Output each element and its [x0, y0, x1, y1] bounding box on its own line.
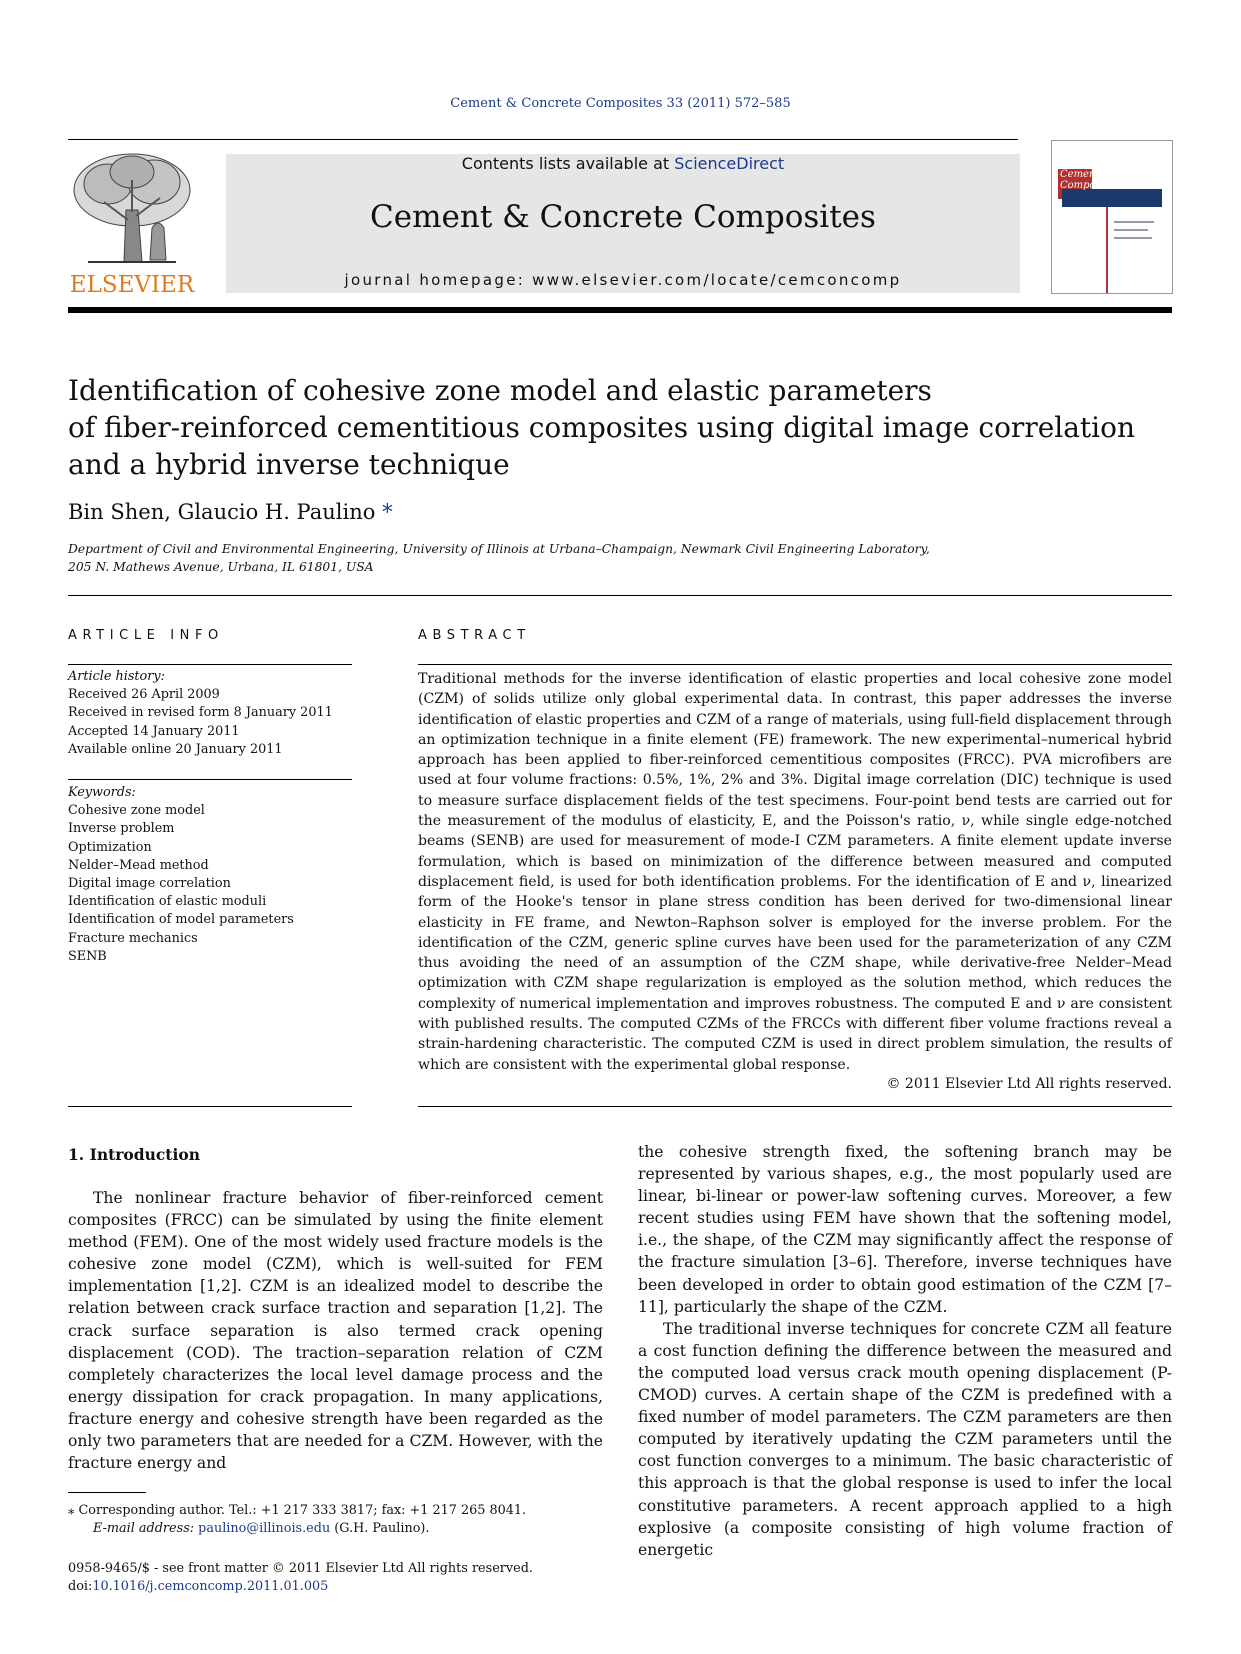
- doi-line: [68, 1578, 608, 1596]
- email-link[interactable]: paulino@illinois.edu: [198, 1521, 331, 1536]
- keyword-item: SENB: [68, 948, 107, 964]
- author-list: [68, 500, 393, 524]
- body-column-left: [68, 1187, 603, 1474]
- corresponding-author-note: ⁎ Corresponding author. Tel.: +1 217 333 3817; fax: +1 217 265 8041.: [68, 1503, 527, 1518]
- history-label: Article history:: [68, 669, 165, 684]
- header-rule: [68, 139, 1018, 140]
- abstract-text: Traditional methods for the inverse identification of elastic properties and local cohesive zone model (CZM) of solids utilize only global experimental data. In contrast, this paper addresses the inverse identification of elastic properties and CZM of a range of materials, using full-field displacement through an optimization technique in a finite element (FE) framework. The new experimental–numerical hybrid approach has been applied to fiber-reinforced cementitious composites (FRCC). PVA microfibers are used at four volume fractions: 0.5%, 1%, 2% and 3%. Digital image correlation (DIC) technique is used to measure surface displacement fields of the test specimens. Four-point bend tests are carried out for the measurement of the modulus of elasticity, E, and the Poisson's ratio, ν, while single edge-notched beams (SENB) are used for measurement of mode-I CZM parameters. A finite element update inverse formulation, which is based on minimization of the difference between measured and computed displacement field, is used for both identification problems. For the identification of E and ν, linearized form of the Hooke's tensor in plane stress condition has been derived for two-dimensional linear elasticity in FE frame, and Newton–Raphson solver is employed for the inverse problem. For the identification of the CZM, generic spline curves have been used for the parameterization of any CZM thus avoiding the need of an assumption of the CZM shape, while derivative-free Nelder–Mead optimization with CZM shape regularization is employed as the solution method, which reduces the complexity of numerical implementation and improves robustness. The computed E and ν are consistent with published results. The computed CZMs of the FRCCs with different fiber volume fractions reveal a strain-hardening characteristic. The computed CZM is used in direct problem simulation, the results of which are consistent with the experimental global response.: [418, 671, 1172, 1073]
- sciencedirect-link[interactable]: ScienceDirect: [674, 154, 785, 173]
- divider: [68, 1106, 352, 1107]
- cover-line: [1114, 221, 1154, 223]
- body-column-right: [638, 1141, 1172, 1561]
- history-item: Available online 20 January 2011: [68, 741, 283, 757]
- issn-line: 0958-9465/$ - see front matter © 2011 Elsevier Ltd All rights reserved.: [68, 1561, 533, 1576]
- title-line: Identification of cohesive zone model and elastic parameters: [68, 374, 932, 407]
- keyword-item: Cohesive zone model: [68, 803, 205, 819]
- body-paragraph: The nonlinear fracture behavior of fiber-reinforced cement composites (FRCC) can be simulated by using the finite element method (FEM). One of the most widely used fracture models is the cohesive zone model (CZM), which is well-suited for FEM implementation [1,2]. CZM is an idealized model to describe the relation between crack surface traction and separation [1,2]. The crack surface separation is also termed crack opening displacement (COD). The traction–separation relation of CZM completely characterizes the local level damage process and the energy dissipation for crack propagation. In many applications, fracture energy and cohesive strength have been regarded as the only two parameters that are needed for a CZM. However, with the fracture energy and: [68, 1189, 603, 1473]
- cover-line: [1114, 229, 1148, 231]
- header-thick-rule: [68, 307, 1172, 313]
- affiliation: [68, 540, 1168, 576]
- keywords-label: Keywords:: [68, 785, 136, 800]
- affiliation-line: Department of Civil and Environmental Engineering, University of Illinois at Urbana–Champaign, Newmark Civil Engineering Laboratory,: [68, 542, 930, 556]
- journal-title: Cement & Concrete Composites: [370, 199, 876, 235]
- elsevier-logo[interactable]: [68, 150, 196, 298]
- keyword-item: Fracture mechanics: [68, 930, 198, 946]
- section-heading: 1. Introduction: [68, 1145, 200, 1164]
- abstract-heading: ABSTRACT: [418, 628, 531, 643]
- email-label: E-mail address:: [93, 1521, 199, 1536]
- divider: [418, 1106, 1172, 1107]
- cover-title: Cement & Concrete Composites: [1060, 169, 1162, 191]
- divider: [68, 779, 352, 780]
- history-item: Received 26 April 2009: [68, 687, 220, 703]
- keyword-item: Inverse problem: [68, 821, 175, 837]
- contents-prefix: Contents lists available at: [461, 154, 675, 173]
- keyword-item: Identification of elastic moduli: [68, 894, 267, 910]
- keyword-item: Nelder–Mead method: [68, 857, 209, 873]
- article-title: [68, 372, 1168, 483]
- abstract-copyright: © 2011 Elsevier Ltd All rights reserved.: [886, 1076, 1172, 1092]
- cover-block-blue: [1062, 189, 1162, 207]
- journal-homepage[interactable]: journal homepage: www.elsevier.com/locate/cemconcomp: [344, 271, 902, 289]
- affiliation-line: 205 N. Mathews Avenue, Urbana, IL 61801, USA: [68, 560, 374, 574]
- contents-line: [226, 154, 1020, 173]
- keywords: [68, 784, 358, 966]
- cover-bar: [1106, 207, 1108, 293]
- article-info-heading: ARTICLE INFO: [68, 628, 224, 643]
- article-history: [68, 668, 358, 759]
- divider: [68, 664, 352, 665]
- keyword-item: Digital image correlation: [68, 876, 231, 892]
- doi-prefix: doi:: [68, 1579, 93, 1594]
- title-line: of fiber-reinforced cementitious composites using digital image correlation: [68, 411, 1136, 444]
- publisher-wordmark: ELSEVIER: [69, 272, 195, 298]
- divider: [68, 595, 1172, 596]
- journal-banner: [226, 154, 1020, 293]
- email-line: [68, 1520, 608, 1538]
- corresponding-author-mark[interactable]: *: [382, 500, 393, 524]
- body-paragraph: the cohesive strength fixed, the softening branch may be represented by various shapes, e.g., the most popularly used are linear, bi-linear or power-law softening curves. Moreover, a few recent studies using FEM have shown that the softening model, i.e., the shape, of the CZM may significantly affect the response of the fracture simulation [3–6]. Therefore, inverse techniques have been developed in order to obtain good estimation of the CZM [7–11], particularly the shape of the CZM.: [638, 1143, 1172, 1316]
- journal-citation[interactable]: Cement & Concrete Composites 33 (2011) 572–585: [450, 96, 791, 111]
- divider: [418, 664, 1172, 665]
- title-line: and a hybrid inverse technique: [68, 448, 510, 481]
- history-item: Accepted 14 January 2011: [68, 723, 240, 739]
- body-paragraph: The traditional inverse techniques for concrete CZM all feature a cost function defining the difference between the measured and the computed load versus crack mouth opening displacement (P-CMOD) curves. A certain shape of the CZM is predefined with a fixed number of model parameters. The CZM parameters are then computed by iteratively updating the CZM parameters until the cost function converges to a minimum. The basic characteristic of this approach is that the global response is used to infer the local constitutive parameters. A recent approach applied to a high explosive (a composite consisting of high volume fraction of energetic: [638, 1319, 1172, 1559]
- cover-line: [1114, 237, 1152, 239]
- keyword-item: Optimization: [68, 839, 152, 855]
- email-suffix: (G.H. Paulino).: [330, 1521, 430, 1536]
- footnote-rule: [68, 1492, 146, 1493]
- journal-cover[interactable]: [1051, 140, 1173, 294]
- front-matter: [68, 1560, 608, 1596]
- doi-link[interactable]: 10.1016/j.cemconcomp.2011.01.005: [92, 1579, 329, 1594]
- authors-text: Bin Shen, Glaucio H. Paulino: [68, 500, 376, 524]
- footnote: [68, 1502, 608, 1538]
- history-item: Received in revised form 8 January 2011: [68, 705, 333, 721]
- elsevier-tree-icon: [68, 150, 196, 268]
- keyword-item: Identification of model parameters: [68, 912, 294, 928]
